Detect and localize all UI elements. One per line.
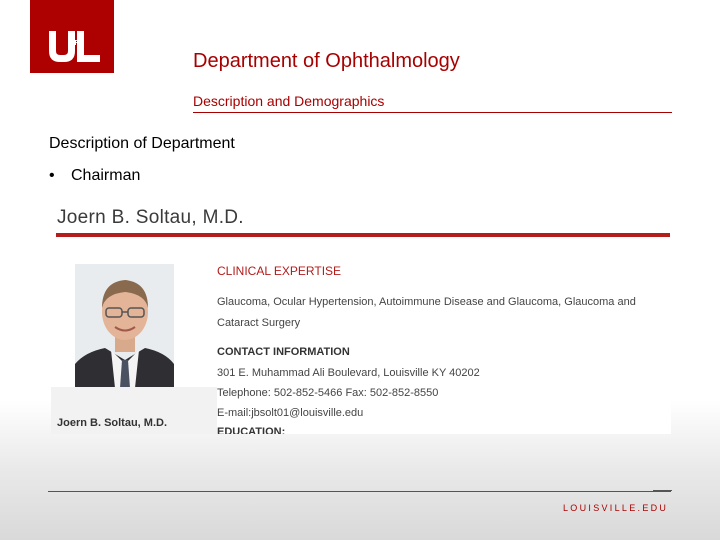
contact-phone: Telephone: 502-852-5466 Fax: 502-852-8550 xyxy=(217,387,439,399)
section-heading: Description of Department xyxy=(49,135,235,152)
page-subtitle: Description and Demographics xyxy=(193,93,385,109)
clinical-expertise-text: Glaucoma, Ocular Hypertension, Autoimmune Disease and Glaucoma, Glaucoma and Cataract Surgery xyxy=(217,296,636,329)
profile-name: Joern B. Soltau, M.D. xyxy=(57,207,244,228)
university-logo[interactable] xyxy=(30,0,114,73)
footer-divider-accent xyxy=(653,490,672,491)
contact-email: E-mail:jbsolt01@louisville.edu xyxy=(217,407,364,419)
footer-divider xyxy=(48,491,671,492)
contact-info-heading: CONTACT INFORMATION xyxy=(217,346,350,358)
page-title: Department of Ophthalmology xyxy=(193,50,460,72)
logo-superscript: OF xyxy=(69,40,79,47)
education-heading: EDUCATION: xyxy=(217,426,286,434)
portrait-photo xyxy=(75,264,174,388)
bullet-marker: • xyxy=(49,167,55,184)
contact-address: 301 E. Muhammad Ali Boulevard, Louisville KY 40202 xyxy=(217,367,480,379)
subtitle-divider xyxy=(193,112,672,113)
profile-divider xyxy=(56,233,670,237)
faculty-profile-image xyxy=(51,198,671,434)
clinical-expertise-heading: CLINICAL EXPERTISE xyxy=(217,264,342,278)
photo-caption: Joern B. Soltau, M.D. xyxy=(57,417,168,429)
bullet-item xyxy=(49,167,140,185)
bullet-label: Chairman xyxy=(71,167,141,184)
footer-site-link[interactable]: LOUISVILLE.EDU xyxy=(563,503,669,513)
